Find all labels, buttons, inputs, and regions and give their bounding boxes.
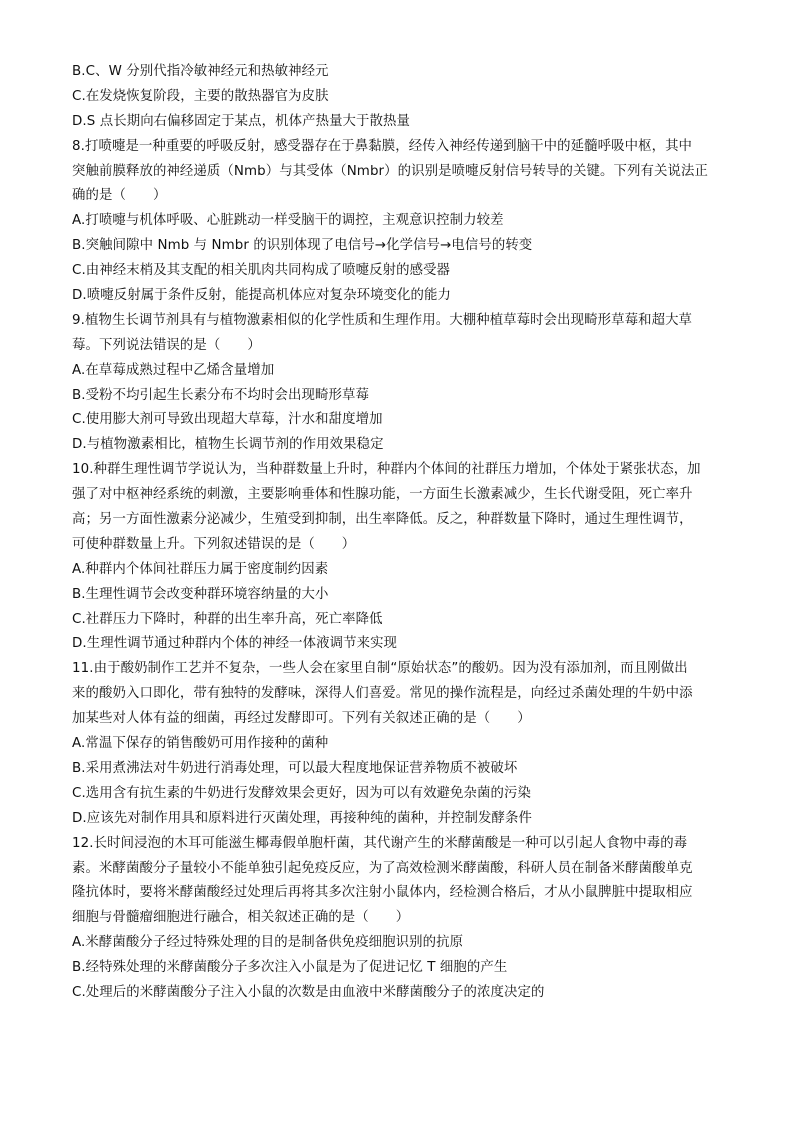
question-12 xyxy=(72,832,732,1006)
option-b: B.生理性调节会改变种群环境容纳量的大小 xyxy=(72,586,329,602)
question-11 xyxy=(72,657,732,831)
question-8 xyxy=(72,135,732,309)
option-c: C.处理后的米酵菌酸分子注入小鼠的次数是由血液中米酵菌酸分子的浓度决定的 xyxy=(72,984,545,1000)
question-stem: 可使种群数量上升。下列叙述错误的是（ ） xyxy=(72,536,356,552)
option-c: C.社群压力下降时，种群的出生率升高，死亡率降低 xyxy=(72,611,383,627)
option-a: A.打喷嚏与机体呼吸、心脏跳动一样受脑干的调控，主观意识控制力较差 xyxy=(72,213,504,229)
option-a: A.常温下保存的销售酸奶可用作接种的菌种 xyxy=(72,736,329,752)
question-stem: 突触前膜释放的神经递质（Nmb）与其受体（Nmbr）的识别是喷嚏反射信号转导的关键。下列有关说法正 xyxy=(72,163,708,179)
option-c: C.选用含有抗生素的牛奶进行发酵效果会更好，因为可以有效避免杂菌的污染 xyxy=(72,785,531,801)
option-line: C.在发烧恢复阶段，主要的散热器官为皮肤 xyxy=(72,88,329,104)
option-c: C.使用膨大剂可导致出现超大草莓，汁水和甜度增加 xyxy=(72,412,383,428)
option-c: C.由神经末梢及其支配的相关肌肉共同构成了喷嚏反射的感受器 xyxy=(72,263,451,279)
option-d: D.与植物激素相比，植物生长调节剂的作用效果稳定 xyxy=(72,437,384,453)
question-9 xyxy=(72,309,732,458)
question-stem: 确的是（ ） xyxy=(72,188,167,204)
question-stem: 12.长时间浸泡的木耳可能滋生椰毒假单胞杆菌，其代谢产生的米酵菌酸是一种可以引起人食物中毒的毒 xyxy=(72,835,688,851)
question-stem: 8.打喷嚏是一种重要的呼吸反射，感受器存在于鼻黏膜，经传入神经传递到脑干中的延髓呼吸中枢，其中 xyxy=(72,138,693,154)
option-b: B.受粉不均引起生长素分布不均时会出现畸形草莓 xyxy=(72,387,369,403)
question-stem: 细胞与骨髓瘤细胞进行融合，相关叙述正确的是（ ） xyxy=(72,910,410,926)
option-d: D.生理性调节通过种群内个体的神经一体液调节来实现 xyxy=(72,636,398,652)
option-a: A.种群内个体间社群压力属于密度制约因素 xyxy=(72,561,329,577)
page-content xyxy=(72,60,732,1006)
option-b: B.经特殊处理的米酵菌酸分子多次注入小鼠是为了促进记忆 T 细胞的产生 xyxy=(72,960,508,976)
question-stem: 素。米酵菌酸分子量较小不能单独引起免疫反应，为了高效检测米酵菌酸，科研人员在制备米酵菌酸单克 xyxy=(72,860,693,876)
question-stem: 隆抗体时，要将米酵菌酸经过处理后再将其多次注射小鼠体内，经检测合格后，才从小鼠脾脏中提取相应 xyxy=(72,885,693,901)
option-d: D.应该先对制作用具和原料进行灭菌处理，再接种纯的菌种，并控制发酵条件 xyxy=(72,810,532,826)
option-b: B.采用煮沸法对牛奶进行消毒处理，可以最大程度地保证营养物质不被破坏 xyxy=(72,760,518,776)
question-stem: 加某些对人体有益的细菌，再经过发酵即可。下列有关叙述正确的是（ ） xyxy=(72,711,531,727)
question-stem: 9.植物生长调节剂具有与植物激素相似的化学性质和生理作用。大棚种植草莓时会出现畸形草莓和超大草 xyxy=(72,312,693,328)
question-stem: 莓。下列说法错误的是（ ） xyxy=(72,337,261,353)
question-stem: 强了对中枢神经系统的刺激，主要影响垂体和性腺功能，一方面生长激素减少，生长代谢受阻，死亡率升 xyxy=(72,487,693,503)
q7-continued-options xyxy=(72,60,732,135)
question-stem: 11.由于酸奶制作工艺并不复杂，一些人会在家里自制“原始状态”的酸奶。因为没有添加剂，而且刚做出 xyxy=(72,661,688,677)
option-line: B.C、W 分别代指冷敏神经元和热敏神经元 xyxy=(72,64,329,79)
option-line: D.S 点长期向右偏移固定于某点，机体产热量大于散热量 xyxy=(72,113,411,129)
question-10 xyxy=(72,458,732,657)
option-a: A.米酵菌酸分子经过特殊处理的目的是制备供免疫细胞识别的抗原 xyxy=(72,935,464,951)
question-stem: 高；另一方面性激素分泌减少，生殖受到抑制，出生率降低。反之，种群数量下降时，通过生理性调节， xyxy=(72,512,693,528)
option-b: B.突触间隙中 Nmb 与 Nmbr 的识别体现了电信号→化学信号→电信号的转变 xyxy=(72,238,533,254)
question-stem: 10.种群生理性调节学说认为，当种群数量上升时，种群内个体间的社群压力增加，个体处于紧张状态，加 xyxy=(72,462,701,478)
option-d: D.喷嚏反射属于条件反射，能提高机体应对复杂环境变化的能力 xyxy=(72,288,452,304)
question-stem: 来的酸奶入口即化，带有独特的发酵味，深得人们喜爱。常见的操作流程是，向经过杀菌处理的牛奶中添 xyxy=(72,686,693,702)
option-a: A.在草莓成熟过程中乙烯含量增加 xyxy=(72,362,275,378)
